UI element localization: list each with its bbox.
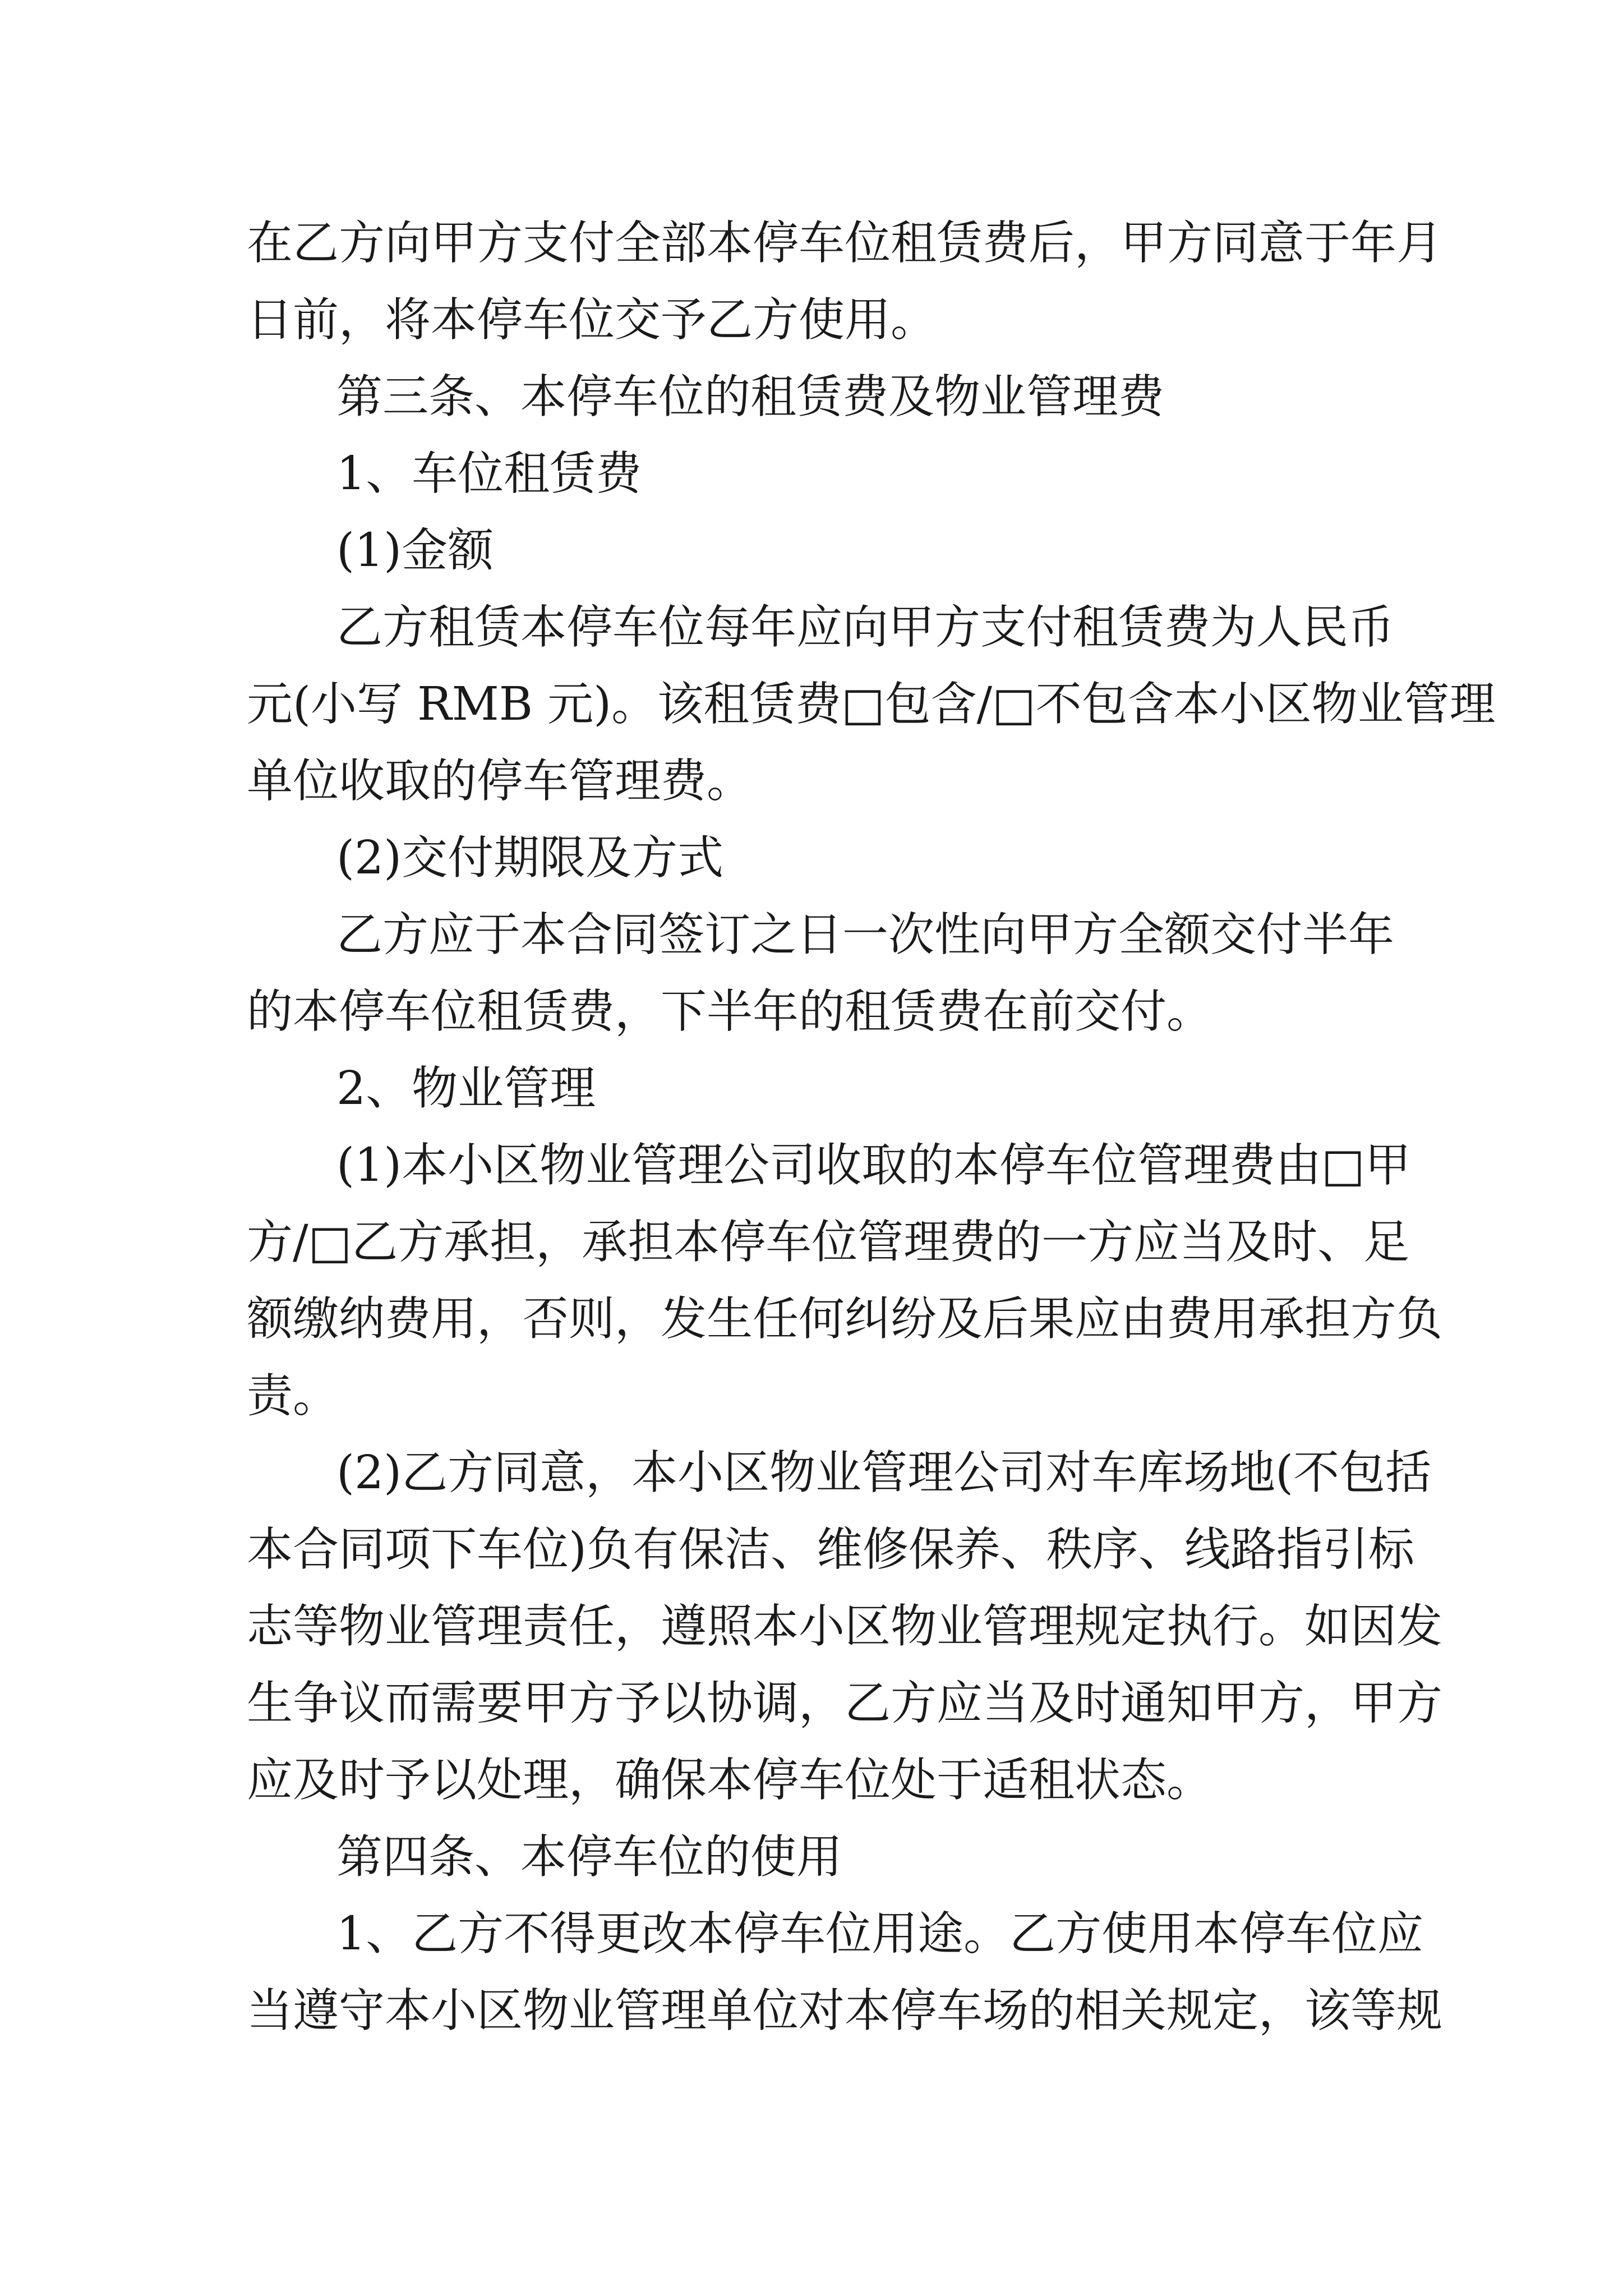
paragraph-line: 生争议而需要甲方予以协调，乙方应当及时通知甲方，甲方 [247, 1677, 1443, 1730]
paragraph-line: 乙方租赁本停车位每年应向甲方支付租赁费为人民币 [336, 601, 1395, 654]
paragraph-line: (1)本小区物业管理公司收取的本停车位管理费由□甲 [336, 1139, 1411, 1192]
paragraph-line: 在乙方向甲方支付全部本停车位租赁费后，甲方同意于年月 [247, 217, 1443, 270]
paragraph-line: 日前，将本停车位交予乙方使用。 [247, 293, 937, 347]
paragraph-line: 的本停车位租赁费，下半年的租赁费在前交付。 [247, 985, 1213, 1038]
subsection-heading: (2)交付期限及方式 [336, 831, 724, 885]
paragraph-line: 元(小写 RMB 元)。该租赁费□包含/□不包含本小区物业管理 [247, 678, 1496, 731]
article-heading: 第四条、本停车位的使用 [336, 1830, 843, 1884]
paragraph-line: 额缴纳费用，否则，发生任何纠纷及后果应由费用承担方负 [247, 1292, 1443, 1346]
section-heading: 1、车位租赁费 [336, 447, 642, 500]
paragraph-line: 单位收取的停车管理费。 [247, 754, 753, 808]
subsection-heading: (1)金额 [336, 524, 494, 577]
paragraph-line: 本合同项下车位)负有保洁、维修保养、秩序、线路指引标 [247, 1523, 1414, 1576]
article-heading: 第三条、本停车位的租赁费及物业管理费 [336, 370, 1165, 424]
paragraph-line: 1、乙方不得更改本停车位用途。乙方使用本停车位应 [336, 1907, 1424, 1961]
paragraph-line: 方/□乙方承担，承担本停车位管理费的一方应当及时、足 [247, 1216, 1410, 1269]
paragraph-line: 乙方应于本合同签订之日一次性向甲方全额交付半年 [336, 908, 1395, 961]
paragraph-line: 责。 [247, 1369, 339, 1423]
paragraph-line: 应及时予以处理，确保本停车位处于适租状态。 [247, 1754, 1213, 1807]
paragraph-line: 志等物业管理责任，遵照本小区物业管理规定执行。如因发 [247, 1600, 1443, 1653]
section-heading: 2、物业管理 [336, 1062, 596, 1115]
paragraph-line: (2)乙方同意，本小区物业管理公司对车库场地(不包括 [336, 1446, 1432, 1499]
paragraph-line: 当遵守本小区物业管理单位对本停车场的相关规定，该等规 [247, 1984, 1443, 2037]
